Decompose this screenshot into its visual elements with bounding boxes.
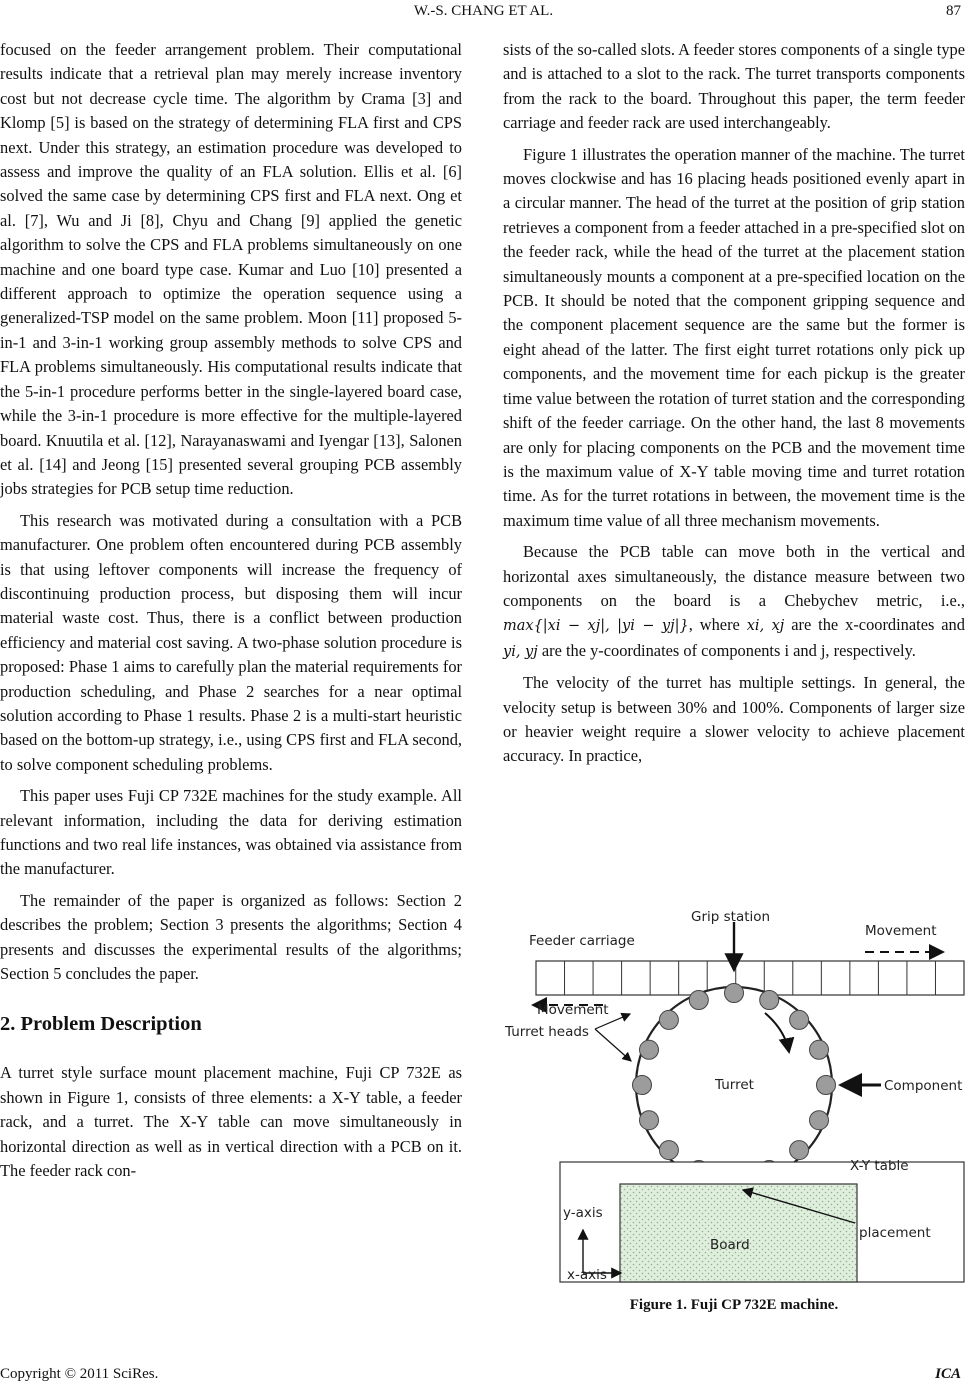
paragraph: The velocity of the turret has multiple settings. In general, the velocity setup is between 30% and 100%. Components of larger size or heavier weight require a slower velocity to achieve placement accuracy. In practice, (503, 673, 965, 766)
label-y-axis: y-axis (563, 1205, 603, 1221)
machine-diagram (503, 900, 965, 1292)
right-column (503, 38, 965, 776)
label-placement: placement (859, 1225, 931, 1241)
paragraph: This research was motivated during a consultation with a PCB manufacturer. One problem often encountered during PCB assembly is that using leftover components will increase the frequency of discontinuing production process, but disposing them will incur material waste cost. Thus, there is a conflict between production efficiency and material cost saving. A two-phase solution procedure is proposed: Phase 1 aims to carefully plan the material requirements for production scheduling, and Phase 2 searches for a near optimal solution according to Phase 1 results. Phase 2 is a multi-start heuristic based on the bottom-up strategy, i.e., using CPS first and FLA second, to solve component scheduling problems. (0, 510, 462, 774)
formula: max{|xi − xj|, |yi − yj|} (503, 618, 689, 635)
turret-head (810, 1040, 829, 1059)
label-movement-left: Movement (537, 1002, 609, 1018)
figure-caption: Figure 1. Fuji CP 732E machine. (629, 1297, 839, 1313)
turret-head (633, 1076, 652, 1095)
page-footer (0, 1366, 967, 1386)
turret-head (725, 984, 744, 1003)
board (620, 1184, 857, 1282)
copyright: Copyright © 2011 SciRes. (0, 1366, 159, 1382)
paragraph: sists of the so-called slots. A feeder stores components of a single type and is attached to a slot to the rack. The turret transports components from the rack to the board. Throughout this paper, the term feeder carriage and feeder rack are used interchangeably. (503, 40, 965, 133)
paragraph-chebychev (503, 540, 965, 664)
turret-head (659, 1141, 678, 1160)
label-xy-table: X-Y table (850, 1158, 909, 1174)
label-grip-station: Grip station (691, 909, 771, 925)
paragraph: This paper uses Fuji CP 732E machines for the study example. All relevant information, including the data for deriving estimation functions and two real life instances, was obtained via assistance from the manufacturer. (0, 786, 462, 879)
page-header (0, 0, 967, 30)
label-movement-top: Movement (865, 923, 937, 939)
label-component: Component (884, 1078, 963, 1094)
running-head-authors: W.-S. CHANG ET AL. (413, 3, 554, 19)
label-turret: Turret (715, 1077, 754, 1093)
paragraph: The remainder of the paper is organized as follows: Section 2 describes the problem; Section 3 presents the algorithms; Section 4 presents and discusses the experimental results of the algorithms; Section 5 concludes the paper. (0, 890, 462, 984)
text-run: , where (688, 615, 740, 635)
turret-heads-pointer (595, 1029, 631, 1061)
label-feeder-carriage: Feeder carriage (529, 933, 635, 949)
text-run: are the y-coordinates of components i and j, respectively. (541, 640, 916, 660)
label-turret-heads: Turret heads (505, 1024, 589, 1040)
journal-abbrev: ICA (935, 1366, 961, 1382)
figure-fuji-machine (503, 900, 965, 1292)
turret-head (640, 1111, 659, 1130)
turret-head (810, 1111, 829, 1130)
turret-head (790, 1010, 809, 1029)
turret-head (790, 1141, 809, 1160)
turret-head (659, 1010, 678, 1029)
text-run: are the x-coordinates and (791, 615, 965, 635)
formula: xi, xj (746, 618, 785, 635)
section-heading: 2. Problem Description (0, 1013, 202, 1036)
formula: yi, yj (503, 643, 538, 660)
paragraph: focused on the feeder arrangement problem. Their computational results indicate that a retrieval plan may merely increase inventory cost but not decrease cycle time. The algorithm by Crama [3] and Klomp [5] is based on the strategy of determining FLA first and CPS next. Under this strategy, an estimation procedure was developed to assess and improve the quality of an FLA solution. Ellis et al. [6] solved the same case by determining CPS first and FLA next. Ong et al. [7], Wu and Ji [8], Chyu and Chang [9] applied the genetic algorithm to solve the CPS and FLA problems simultaneously on one machine and one board type case. Kumar and Luo [10] presented a different approach to optimize the operation sequence using a generalized-TSP model on the same problem. Moon [11] proposed 5-in-1 and 3-in-1 working group assembly methods to solve CPS and FLA problems simultaneously. His computational results indicate that the 5-in-1 procedure performs better in the single-layered board case, while the 3-in-1 procedure is more effective for the multiple-layered board. Knuutila et al. [12], Narayanaswami and Iyengar [13], Salonen et al. [14] and Jeong [15] presented several grouping PCB assembly jobs strategies for PCB setup time reduction. (0, 40, 462, 499)
paragraph: A turret style surface mount placement machine, Fuji CP 732E as shown in Figure 1, consists of three elements: a X-Y table, a feeder rack, and a turret. The X-Y table can move simultaneously in horizontal direction as well as in vertical direction with a PCB on it. The feeder rack con- (0, 1063, 462, 1181)
turret-head (760, 991, 779, 1010)
text-run: Because the PCB table can move both in the vertical and horizontal axes simultaneously, the distance measure between two components on the board is a Chebychev metric, i.e., (503, 542, 965, 610)
turret-head (640, 1040, 659, 1059)
paragraph: Figure 1 illustrates the operation manner of the machine. The turret moves clockwise and has 16 placing heads positioned evenly apart in a circular manner. The head of the turret at the position of grip station retrieves a component from a feeder attached in a pre-specified slot on the feeder rack, while the head of the turret at the placement station simultaneously mounts a component at a pre-specified location on the PCB. It should be noted that the component gripping sequence and the component placement sequence are the same but the former is eight ahead of the latter. The first eight turret rotations only pick up components, and the movement time for each pickup is the greater time value between the rotation of turret station and the corresponding shift of the feeder carriage. On the other hand, the last 8 movements are only for placing components on the PCB and the movement time is the maximum value of X-Y table moving time and turret rotation time. As for the turret rotations in between, the movement time is the maximum time value of all three mechanism movements. (503, 144, 965, 530)
turret-head (689, 991, 708, 1010)
label-x-axis: x-axis (567, 1267, 607, 1283)
turret-head (817, 1076, 836, 1095)
label-board: Board (710, 1237, 750, 1253)
page-number: 87 (946, 3, 961, 19)
left-column (0, 38, 462, 1190)
